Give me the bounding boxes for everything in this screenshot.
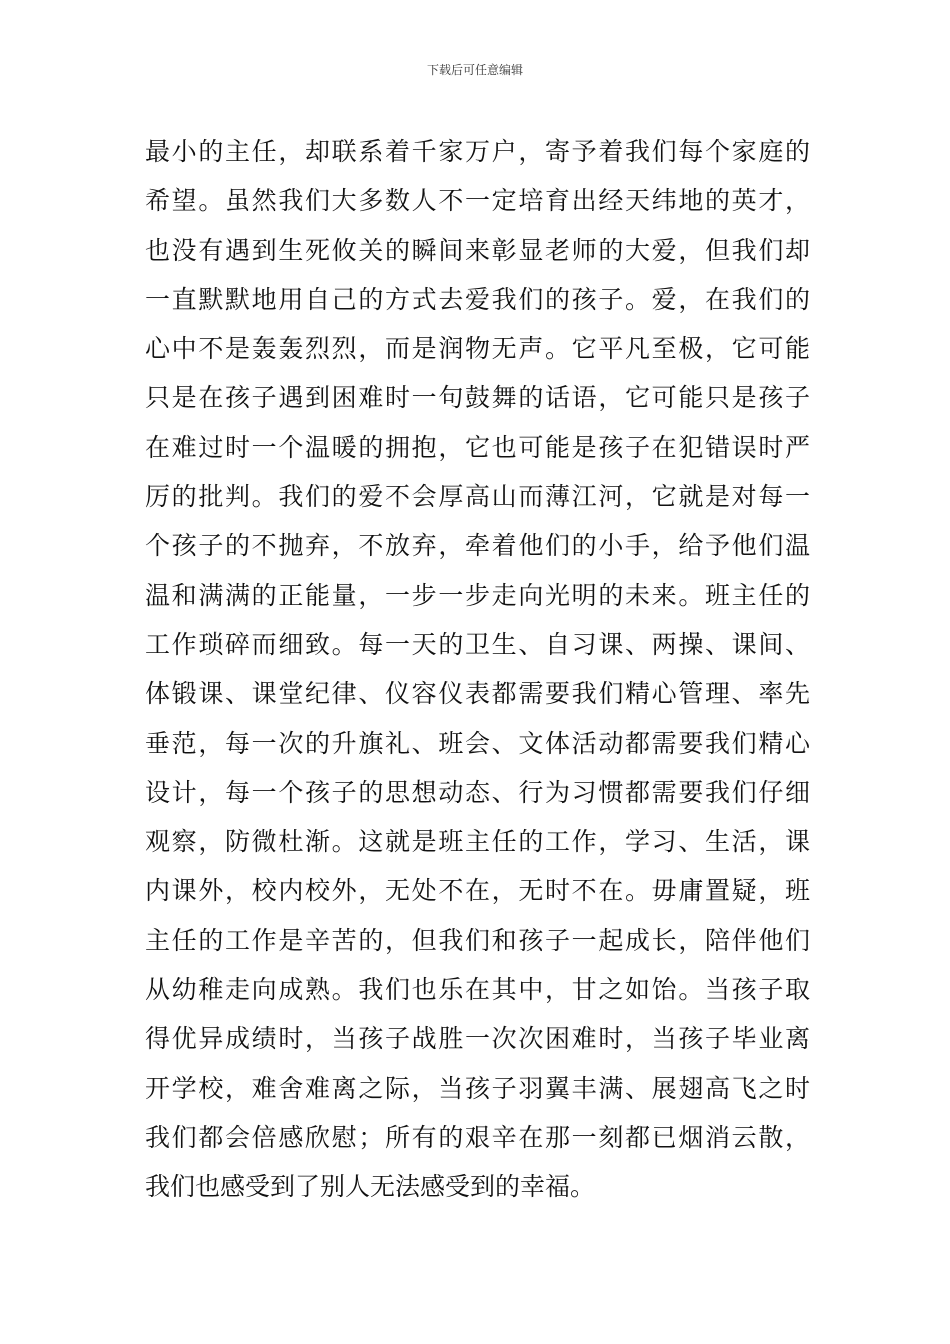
text-line: 一直默默地用自己的方式去爱我们的孩子。爱，在我们的 <box>145 284 810 314</box>
page-header: 下载后可任意编辑 <box>426 63 523 77</box>
text-line: 厉的批判。我们的爱不会厚高山而薄江河，它就是对每一 <box>145 482 810 512</box>
text-line: 主任的工作是辛苦的，但我们和孩子一起成长，陪伴他们 <box>145 925 810 955</box>
text-line: 体锻课、课堂纪律、仪容仪表都需要我们精心管理、率先 <box>145 679 810 709</box>
text-line: 我们也感受到了别人无法感受到的幸福。 <box>145 1172 596 1202</box>
text-line: 内课外，校内校外，无处不在，无时不在。毋庸置疑，班 <box>145 876 810 906</box>
text-line: 最小的主任，却联系着千家万户，寄予着我们每个家庭的 <box>145 137 810 166</box>
text-line: 得优异成绩时，当孩子战胜一次次困难时，当孩子毕业离 <box>145 1024 810 1054</box>
text-line: 观察，防微杜渐。这就是班主任的工作，学习、生活，课 <box>145 827 810 857</box>
text-line: 开学校，难舍难离之际，当孩子羽翼丰满、展翅高飞之时 <box>145 1073 810 1103</box>
text-line: 在难过时一个温暖的拥抱，它也可能是孩子在犯错误时严 <box>145 432 810 462</box>
text-line: 从幼稚走向成熟。我们也乐在其中，甘之如饴。当孩子取 <box>145 975 810 1005</box>
text-line: 工作琐碎而细致。每一天的卫生、自习课、两操、课间、 <box>145 629 810 659</box>
text-line: 垂范，每一次的升旗礼、班会、文体活动都需要我们精心 <box>145 728 810 758</box>
text-line: 温和满满的正能量，一步一步走向光明的未来。班主任的 <box>145 580 810 610</box>
text-line: 只是在孩子遇到困难时一句鼓舞的话语，它可能只是孩子 <box>145 383 810 413</box>
text-line: 我们都会倍感欣慰；所有的艰辛在那一刻都已烟消云散， <box>145 1122 810 1152</box>
text-line: 也没有遇到生死攸关的瞬间来彰显老师的大爱，但我们却 <box>145 235 810 265</box>
text-line: 希望。虽然我们大多数人不一定培育出经天纬地的英才， <box>145 186 810 216</box>
text-line: 设计，每一个孩子的思想动态、行为习惯都需要我们仔细 <box>145 777 810 807</box>
text-line: 个孩子的不抛弃，不放弃，牵着他们的小手，给予他们温 <box>145 531 810 561</box>
body-text <box>145 127 810 1212</box>
text-line: 心中不是轰轰烈烈，而是润物无声。它平凡至极，它可能 <box>145 334 810 364</box>
